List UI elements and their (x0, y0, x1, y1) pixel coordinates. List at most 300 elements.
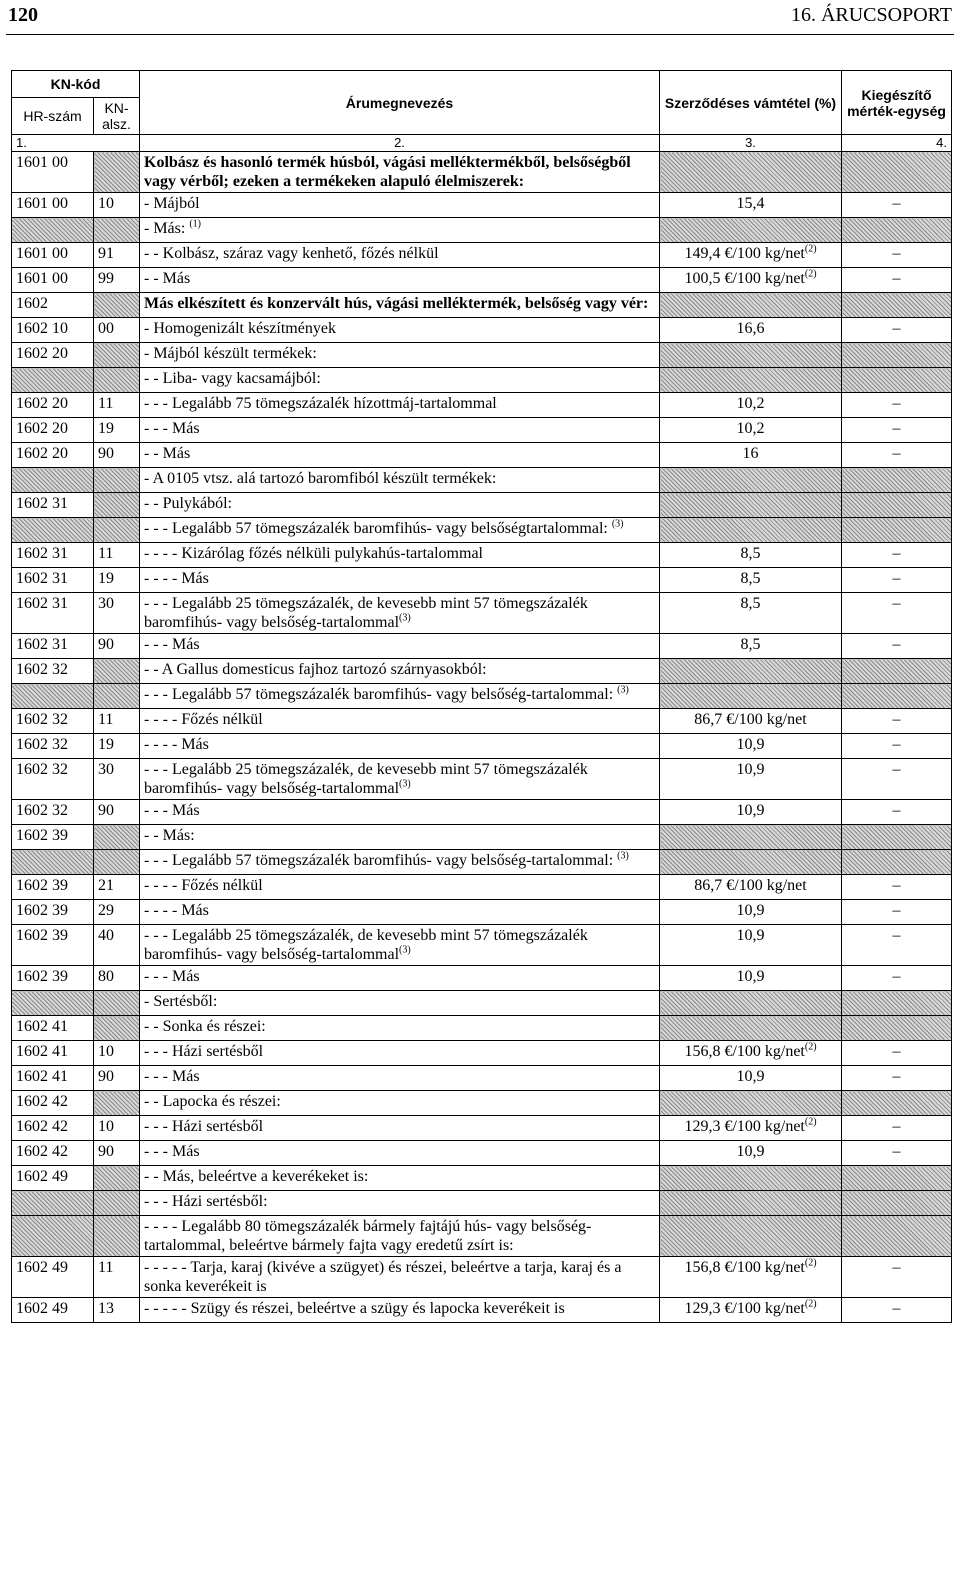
description-text: - - - Más (144, 636, 200, 653)
duty-rate-cell (660, 493, 842, 518)
footnote-ref: (3) (399, 778, 411, 790)
kn-subcode-cell: 10 (94, 1116, 140, 1141)
description-text: - - - Házi sertésből (144, 1043, 264, 1060)
hr-code-cell: 1602 41 (12, 1016, 94, 1041)
col-number-4: 4. (842, 135, 952, 152)
kn-subcode-cell: 90 (94, 800, 140, 825)
supplementary-unit-cell: – (842, 268, 952, 293)
duty-rate-text: 10,9 (736, 927, 765, 944)
duty-rate-cell (660, 543, 842, 568)
supplementary-unit-cell: – (842, 543, 952, 568)
hr-code-cell: 1602 39 (12, 900, 94, 925)
table-row (12, 418, 952, 443)
kn-subcode-cell (94, 1091, 140, 1116)
kn-subcode-cell (94, 518, 140, 543)
description-text: - - - - Legalább 80 tömegszázalék bármely fajtájú hús- vagy belsőség-tartalommal, beleértve bármely fajta vagy eredetű zsírt is: (144, 1218, 592, 1254)
table-row (12, 759, 952, 800)
kn-subcode-cell (94, 684, 140, 709)
kn-subcode-cell (94, 493, 140, 518)
hr-code-cell: 1602 31 (12, 593, 94, 634)
kn-subcode-cell (94, 1166, 140, 1191)
description-cell (140, 709, 660, 734)
hr-code-cell: 1602 31 (12, 634, 94, 659)
description-text: - - - Más (144, 1068, 200, 1085)
table-row (12, 568, 952, 593)
duty-rate-cell (660, 568, 842, 593)
hr-code-cell: 1602 32 (12, 709, 94, 734)
table-row (12, 1116, 952, 1141)
kn-subcode-cell (94, 850, 140, 875)
supplementary-unit-cell (842, 518, 952, 543)
duty-rate-cell (660, 443, 842, 468)
description-text: - - - Legalább 57 tömegszázalék baromfihús- vagy belsőségtartalommal: (144, 520, 612, 537)
hr-code-cell: 1602 41 (12, 1066, 94, 1091)
description-text: - Sertésből: (144, 993, 218, 1010)
duty-rate-text: 16,6 (736, 320, 765, 337)
duty-rate-cell (660, 900, 842, 925)
kn-subcode-cell: 90 (94, 1066, 140, 1091)
supplementary-unit-cell (842, 293, 952, 318)
hr-code-cell: 1602 20 (12, 393, 94, 418)
duty-rate-cell (660, 1041, 842, 1066)
supplementary-unit-cell (842, 343, 952, 368)
hr-code-cell: 1602 10 (12, 318, 94, 343)
supplementary-unit-cell (842, 1216, 952, 1257)
description-cell (140, 991, 660, 1016)
table-row (12, 1066, 952, 1091)
duty-rate-text: 10,2 (736, 395, 765, 412)
description-cell (140, 875, 660, 900)
description-text: - - Liba- vagy kacsamájból: (144, 370, 321, 387)
description-text: - Homogenizált készítmények (144, 320, 336, 337)
hr-code-cell: 1602 41 (12, 1041, 94, 1066)
duty-rate-cell (660, 1066, 842, 1091)
duty-rate-cell (660, 875, 842, 900)
section-title: 16. ÁRUCSOPORT (790, 4, 952, 26)
table-row (12, 634, 952, 659)
description-text: - - Más, beleértve a keverékeket is: (144, 1168, 369, 1185)
footnote-ref: (3) (399, 612, 411, 624)
header-mertekegyseg: Kiegészítő mérték-egység (842, 71, 952, 135)
supplementary-unit-cell: – (842, 800, 952, 825)
kn-subcode-cell (94, 1216, 140, 1257)
hr-code-cell: 1602 32 (12, 659, 94, 684)
table-row (12, 468, 952, 493)
footnote-ref: (2) (804, 243, 817, 255)
hr-code-cell (12, 368, 94, 393)
duty-rate-text: 10,2 (736, 420, 765, 437)
description-text: - - - - Más (144, 570, 209, 587)
hr-code-cell: 1601 00 (12, 268, 94, 293)
table-row (12, 493, 952, 518)
table-row (12, 900, 952, 925)
table-row (12, 343, 952, 368)
description-text: - - - Más (144, 1143, 200, 1160)
description-cell (140, 443, 660, 468)
kn-subcode-cell (94, 293, 140, 318)
supplementary-unit-cell: – (842, 759, 952, 800)
description-text: - - - Más (144, 802, 200, 819)
supplementary-unit-cell: – (842, 1116, 952, 1141)
description-text: - - A Gallus domesticus fajhoz tartozó szárnyasokból: (144, 661, 487, 678)
kn-subcode-cell: 19 (94, 568, 140, 593)
hr-code-cell: 1602 39 (12, 875, 94, 900)
supplementary-unit-cell: – (842, 709, 952, 734)
duty-rate-text: 8,5 (740, 545, 761, 562)
footnote-ref: (2) (804, 1257, 817, 1269)
duty-rate-text: 10,9 (736, 1068, 765, 1085)
duty-rate-cell (660, 1166, 842, 1191)
description-text: - Májból (144, 195, 200, 212)
description-text: - - - - Főzés nélkül (144, 711, 263, 728)
description-cell (140, 634, 660, 659)
description-cell (140, 1066, 660, 1091)
hr-code-cell: 1602 (12, 293, 94, 318)
duty-rate-text: 100,5 €/100 kg/net (684, 270, 805, 287)
kn-subcode-cell: 90 (94, 634, 140, 659)
supplementary-unit-cell: – (842, 568, 952, 593)
table-row (12, 543, 952, 568)
duty-rate-cell (660, 293, 842, 318)
hr-code-cell: 1602 42 (12, 1141, 94, 1166)
duty-rate-cell (660, 1141, 842, 1166)
duty-rate-cell (660, 593, 842, 634)
duty-rate-cell (660, 659, 842, 684)
kn-subcode-cell: 40 (94, 925, 140, 966)
description-cell (140, 468, 660, 493)
table-body (12, 152, 952, 1323)
supplementary-unit-cell (842, 218, 952, 243)
supplementary-unit-cell (842, 468, 952, 493)
supplementary-unit-cell (842, 1016, 952, 1041)
description-cell (140, 1041, 660, 1066)
supplementary-unit-cell: – (842, 418, 952, 443)
description-text: - - - Legalább 25 tömegszázalék, de kevesebb mint 57 tömegszázalék baromfihús- vagy belsőség-tartalommal (144, 927, 588, 963)
supplementary-unit-cell: – (842, 900, 952, 925)
duty-rate-text: 8,5 (740, 595, 761, 612)
kn-subcode-cell: 30 (94, 593, 140, 634)
duty-rate-cell (660, 1116, 842, 1141)
supplementary-unit-cell (842, 493, 952, 518)
supplementary-unit-cell (842, 991, 952, 1016)
supplementary-unit-cell: – (842, 1298, 952, 1323)
hr-code-cell (12, 684, 94, 709)
description-cell (140, 218, 660, 243)
description-text: - - - - Más (144, 902, 209, 919)
table-row (12, 1216, 952, 1257)
description-cell (140, 243, 660, 268)
table-row (12, 825, 952, 850)
supplementary-unit-cell: – (842, 443, 952, 468)
kn-subcode-cell: 11 (94, 543, 140, 568)
table-row (12, 659, 952, 684)
description-text: - - Sonka és részei: (144, 1018, 266, 1035)
col-number-2: 2. (140, 135, 660, 152)
hr-code-cell: 1601 00 (12, 152, 94, 193)
description-cell (140, 318, 660, 343)
description-text: - A 0105 vtsz. alá tartozó baromfiból készült termékek: (144, 470, 497, 487)
duty-rate-cell (660, 318, 842, 343)
duty-rate-cell (660, 684, 842, 709)
description-cell (140, 1016, 660, 1041)
duty-rate-text: 10,9 (736, 968, 765, 985)
description-cell (140, 966, 660, 991)
supplementary-unit-cell: – (842, 1066, 952, 1091)
table-row (12, 1191, 952, 1216)
duty-rate-cell (660, 800, 842, 825)
supplementary-unit-cell: – (842, 1257, 952, 1298)
col-number-1: 1. (12, 135, 140, 152)
description-text: - - - Más (144, 968, 200, 985)
description-text: - - - - Főzés nélkül (144, 877, 263, 894)
supplementary-unit-cell: – (842, 634, 952, 659)
hr-code-cell: 1601 00 (12, 193, 94, 218)
kn-subcode-cell: 30 (94, 759, 140, 800)
kn-subcode-cell: 91 (94, 243, 140, 268)
duty-rate-text: 15,4 (736, 195, 765, 212)
table-row (12, 518, 952, 543)
supplementary-unit-cell: – (842, 393, 952, 418)
supplementary-unit-cell: – (842, 243, 952, 268)
hr-code-cell: 1602 20 (12, 343, 94, 368)
hr-code-cell: 1602 42 (12, 1116, 94, 1141)
kn-subcode-cell (94, 1016, 140, 1041)
description-text: - - Más (144, 270, 191, 287)
supplementary-unit-cell (842, 1191, 952, 1216)
supplementary-unit-cell (842, 152, 952, 193)
tariff-table (11, 70, 952, 1323)
kn-subcode-cell: 00 (94, 318, 140, 343)
hr-code-cell: 1602 31 (12, 568, 94, 593)
footnote-ref: (2) (804, 1298, 817, 1310)
description-cell (140, 925, 660, 966)
hr-code-cell (12, 850, 94, 875)
kn-subcode-cell: 10 (94, 1041, 140, 1066)
hr-code-cell: 1602 39 (12, 966, 94, 991)
hr-code-cell: 1602 32 (12, 759, 94, 800)
supplementary-unit-cell: – (842, 318, 952, 343)
supplementary-unit-cell (842, 368, 952, 393)
kn-subcode-cell (94, 468, 140, 493)
supplementary-unit-cell (842, 659, 952, 684)
supplementary-unit-cell: – (842, 193, 952, 218)
duty-rate-cell (660, 850, 842, 875)
table-row (12, 875, 952, 900)
table-row (12, 243, 952, 268)
description-cell (140, 268, 660, 293)
duty-rate-cell (660, 1191, 842, 1216)
description-cell (140, 1298, 660, 1323)
table-row (12, 318, 952, 343)
table-row (12, 193, 952, 218)
description-text: - - - Legalább 57 tömegszázalék baromfihús- vagy belsőség-tartalommal: (144, 852, 618, 869)
description-text: - - - Legalább 75 tömegszázalék hízottmáj-tartalommal (144, 395, 497, 412)
description-text: - - - - Más (144, 736, 209, 753)
kn-subcode-cell: 99 (94, 268, 140, 293)
description-cell (140, 900, 660, 925)
supplementary-unit-cell (842, 1166, 952, 1191)
supplementary-unit-cell: – (842, 875, 952, 900)
hr-code-cell: 1602 39 (12, 825, 94, 850)
hr-code-cell: 1602 49 (12, 1298, 94, 1323)
kn-subcode-cell: 11 (94, 393, 140, 418)
description-text: Más elkészített és konzervált hús, vágási melléktermék, belsőség vagy vér: (144, 295, 649, 312)
description-cell (140, 759, 660, 800)
table-row (12, 368, 952, 393)
table-row (12, 709, 952, 734)
description-cell (140, 393, 660, 418)
description-text: - - - Házi sertésből: (144, 1193, 268, 1210)
duty-rate-cell (660, 991, 842, 1016)
header-vamtetel: Szerződéses vámtétel (%) (660, 71, 842, 135)
description-text: - - Pulykából: (144, 495, 232, 512)
duty-rate-text: 8,5 (740, 570, 761, 587)
kn-subcode-cell: 19 (94, 418, 140, 443)
duty-rate-cell (660, 368, 842, 393)
description-text: - - - Más (144, 420, 200, 437)
duty-rate-cell (660, 634, 842, 659)
table-row (12, 1041, 952, 1066)
supplementary-unit-cell (842, 850, 952, 875)
footnote-ref: (2) (804, 1116, 817, 1128)
duty-rate-text: 129,3 €/100 kg/net (684, 1300, 805, 1317)
description-cell (140, 193, 660, 218)
description-cell (140, 418, 660, 443)
supplementary-unit-cell: – (842, 593, 952, 634)
hr-code-cell: 1602 39 (12, 925, 94, 966)
hr-code-cell: 1602 32 (12, 800, 94, 825)
duty-rate-text: 86,7 €/100 kg/net (694, 711, 807, 728)
duty-rate-cell (660, 1016, 842, 1041)
duty-rate-text: 149,4 €/100 kg/net (684, 245, 805, 262)
page-number: 120 (8, 4, 38, 26)
description-cell (140, 568, 660, 593)
hr-code-cell (12, 218, 94, 243)
duty-rate-text: 10,9 (736, 761, 765, 778)
table-row (12, 925, 952, 966)
duty-rate-cell (660, 152, 842, 193)
kn-subcode-cell: 11 (94, 709, 140, 734)
kn-subcode-cell: 29 (94, 900, 140, 925)
description-cell (140, 543, 660, 568)
hr-code-cell: 1602 20 (12, 418, 94, 443)
table-row (12, 393, 952, 418)
table-row (12, 1016, 952, 1041)
col-number-3: 3. (660, 135, 842, 152)
hr-code-cell: 1602 20 (12, 443, 94, 468)
header-rule (6, 34, 954, 35)
header-hr-szam: HR-szám (12, 98, 94, 135)
supplementary-unit-cell: – (842, 925, 952, 966)
duty-rate-cell (660, 343, 842, 368)
description-cell (140, 368, 660, 393)
table-row (12, 268, 952, 293)
duty-rate-text: 8,5 (740, 636, 761, 653)
description-text: - - - Legalább 57 tömegszázalék baromfihús- vagy belsőség-tartalommal: (144, 686, 618, 703)
duty-rate-cell (660, 1216, 842, 1257)
description-cell (140, 800, 660, 825)
kn-subcode-cell: 11 (94, 1257, 140, 1298)
table-row (12, 218, 952, 243)
description-text: - - Más: (144, 827, 195, 844)
table-row (12, 293, 952, 318)
table-row (12, 991, 952, 1016)
description-text: Kolbász és hasonló termék húsból, vágási melléktermékből, belsőségből vagy vérből; ezeken a termékeken alapuló élelmiszerek: (144, 154, 631, 190)
description-text: - - Kolbász, száraz vagy kenhető, főzés nélkül (144, 245, 439, 262)
description-text: - - - - - Szügy és részei, beleértve a szügy és lapocka keverékeit is (144, 1300, 565, 1317)
hr-code-cell (12, 1216, 94, 1257)
duty-rate-cell (660, 418, 842, 443)
kn-subcode-cell: 19 (94, 734, 140, 759)
duty-rate-text: 10,9 (736, 802, 765, 819)
table-row (12, 443, 952, 468)
kn-subcode-cell (94, 152, 140, 193)
duty-rate-text: 86,7 €/100 kg/net (694, 877, 807, 894)
table-row (12, 684, 952, 709)
kn-subcode-cell: 80 (94, 966, 140, 991)
duty-rate-cell (660, 193, 842, 218)
duty-rate-cell (660, 734, 842, 759)
kn-subcode-cell (94, 991, 140, 1016)
duty-rate-cell (660, 218, 842, 243)
description-text: - - - - Kizárólag főzés nélküli pulykahús-tartalommal (144, 545, 483, 562)
hr-code-cell (12, 518, 94, 543)
supplementary-unit-cell: – (842, 734, 952, 759)
header-arumegnevezes: Árumegnevezés (140, 71, 660, 135)
duty-rate-cell (660, 268, 842, 293)
description-cell (140, 293, 660, 318)
hr-code-cell: 1602 42 (12, 1091, 94, 1116)
hr-code-cell: 1602 31 (12, 543, 94, 568)
description-cell (140, 1257, 660, 1298)
table-header (12, 71, 952, 152)
duty-rate-cell (660, 468, 842, 493)
supplementary-unit-cell (842, 684, 952, 709)
table-row (12, 1166, 952, 1191)
kn-subcode-cell (94, 343, 140, 368)
hr-code-cell: 1602 31 (12, 493, 94, 518)
description-cell (140, 734, 660, 759)
hr-code-cell: 1602 32 (12, 734, 94, 759)
duty-rate-text: 156,8 €/100 kg/net (684, 1043, 805, 1060)
description-cell (140, 343, 660, 368)
footnote-ref: (3) (617, 684, 629, 696)
page-header (0, 0, 960, 34)
duty-rate-cell (660, 925, 842, 966)
description-cell (140, 593, 660, 634)
description-text: - Más: (144, 220, 190, 237)
kn-subcode-cell: 10 (94, 193, 140, 218)
description-cell (140, 1091, 660, 1116)
description-cell (140, 850, 660, 875)
header-kn-kod: KN-kód (12, 71, 140, 98)
table-row (12, 152, 952, 193)
description-text: - - - Házi sertésből (144, 1118, 264, 1135)
hr-code-cell: 1602 49 (12, 1257, 94, 1298)
duty-rate-text: 10,9 (736, 1143, 765, 1160)
kn-subcode-cell: 13 (94, 1298, 140, 1323)
description-cell (140, 1216, 660, 1257)
description-cell (140, 684, 660, 709)
description-text: - - - Legalább 25 tömegszázalék, de kevesebb mint 57 tömegszázalék baromfihús- vagy belsőség-tartalommal (144, 761, 588, 797)
supplementary-unit-cell (842, 1091, 952, 1116)
description-cell (140, 659, 660, 684)
duty-rate-text: 156,8 €/100 kg/net (684, 1259, 805, 1276)
table-row (12, 1298, 952, 1323)
table-row (12, 734, 952, 759)
kn-subcode-cell (94, 218, 140, 243)
duty-rate-text: 129,3 €/100 kg/net (684, 1118, 805, 1135)
